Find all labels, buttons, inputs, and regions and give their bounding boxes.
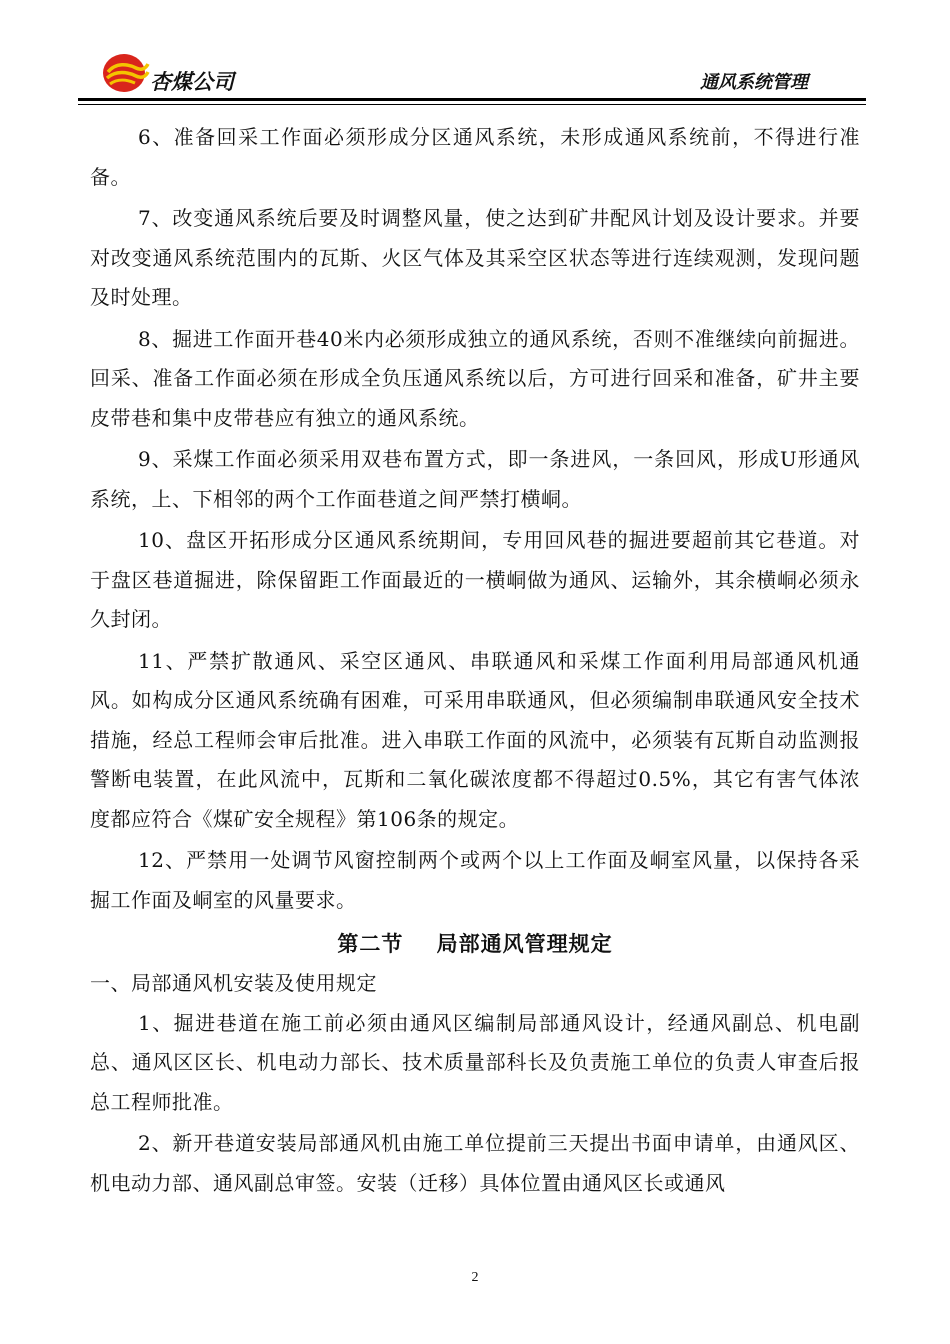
- page-body: [90, 118, 860, 1205]
- paragraph-8: 8、掘进工作面开巷40米内必须形成独立的通风系统，否则不准继续向前掘进。回采、准备工作面必须在形成全负压通风系统以后，方可进行回采和准备，矿井主要皮带巷和集中皮带巷应有独立的通风系统。: [90, 326, 860, 430]
- page-number: 2: [471, 1270, 479, 1285]
- company-name: 杏煤公司: [150, 70, 234, 94]
- subsection-heading: 一、局部通风机安装及使用规定: [90, 971, 377, 995]
- section-paragraph-2: 2、新开巷道安装局部通风机由施工单位提前三天提出书面申请单，由通风区、机电动力部、通风副总审签。安装（迁移）具体位置由通风区长或通风: [90, 1131, 860, 1195]
- paragraph-12: 12、严禁用一处调节风窗控制两个或两个以上工作面及峒室风量，以保持各采掘工作面及峒室的风量要求。: [90, 848, 860, 912]
- company-logo-icon: [102, 52, 150, 94]
- paragraph-10: 10、盘区开拓形成分区通风系统期间，专用回风巷的掘进要超前其它巷道。对于盘区巷道掘进，除保留距工作面最近的一横峒做为通风、运输外，其余横峒必须永久封闭。: [90, 528, 860, 631]
- page-header: [80, 52, 866, 102]
- section-heading: 第二节 局部通风管理规定: [337, 932, 613, 956]
- document-title: 通风系统管理: [700, 72, 808, 93]
- header-rule-thin: [78, 104, 866, 105]
- section-paragraph-1: 1、掘进巷道在施工前必须由通风区编制局部通风设计，经通风副总、机电副总、通风区区长、机电动力部长、技术质量部科长及负责施工单位的负责人审查后报总工程师批准。: [90, 1010, 860, 1114]
- paragraph-7: 7、改变通风系统后要及时调整风量，使之达到矿井配风计划及设计要求。并要对改变通风系统范围内的瓦斯、火区气体及其采空区状态等进行连续观测，发现问题及时处理。: [90, 206, 860, 309]
- paragraph-9: 9、采煤工作面必须采用双巷布置方式，即一条进风，一条回风，形成U形通风系统，上、下相邻的两个工作面巷道之间严禁打横峒。: [90, 447, 860, 511]
- paragraph-11: 11、严禁扩散通风、采空区通风、串联通风和采煤工作面利用局部通风机通风。如构成分区通风系统确有困难，可采用串联通风，但必须编制串联通风安全技术措施，经总工程师会审后批准。进入串联工作面的风流中，必须装有瓦斯自动监测报警断电装置，在此风流中，瓦斯和二氧化碳浓度都不得超过0.5%，其它有害气体浓度都应符合《煤矿安全规程》第106条的规定。: [90, 648, 860, 831]
- header-rule-thick: [78, 98, 866, 101]
- paragraph-6: 6、准备回采工作面必须形成分区通风系统，未形成通风系统前，不得进行准备。: [90, 125, 860, 189]
